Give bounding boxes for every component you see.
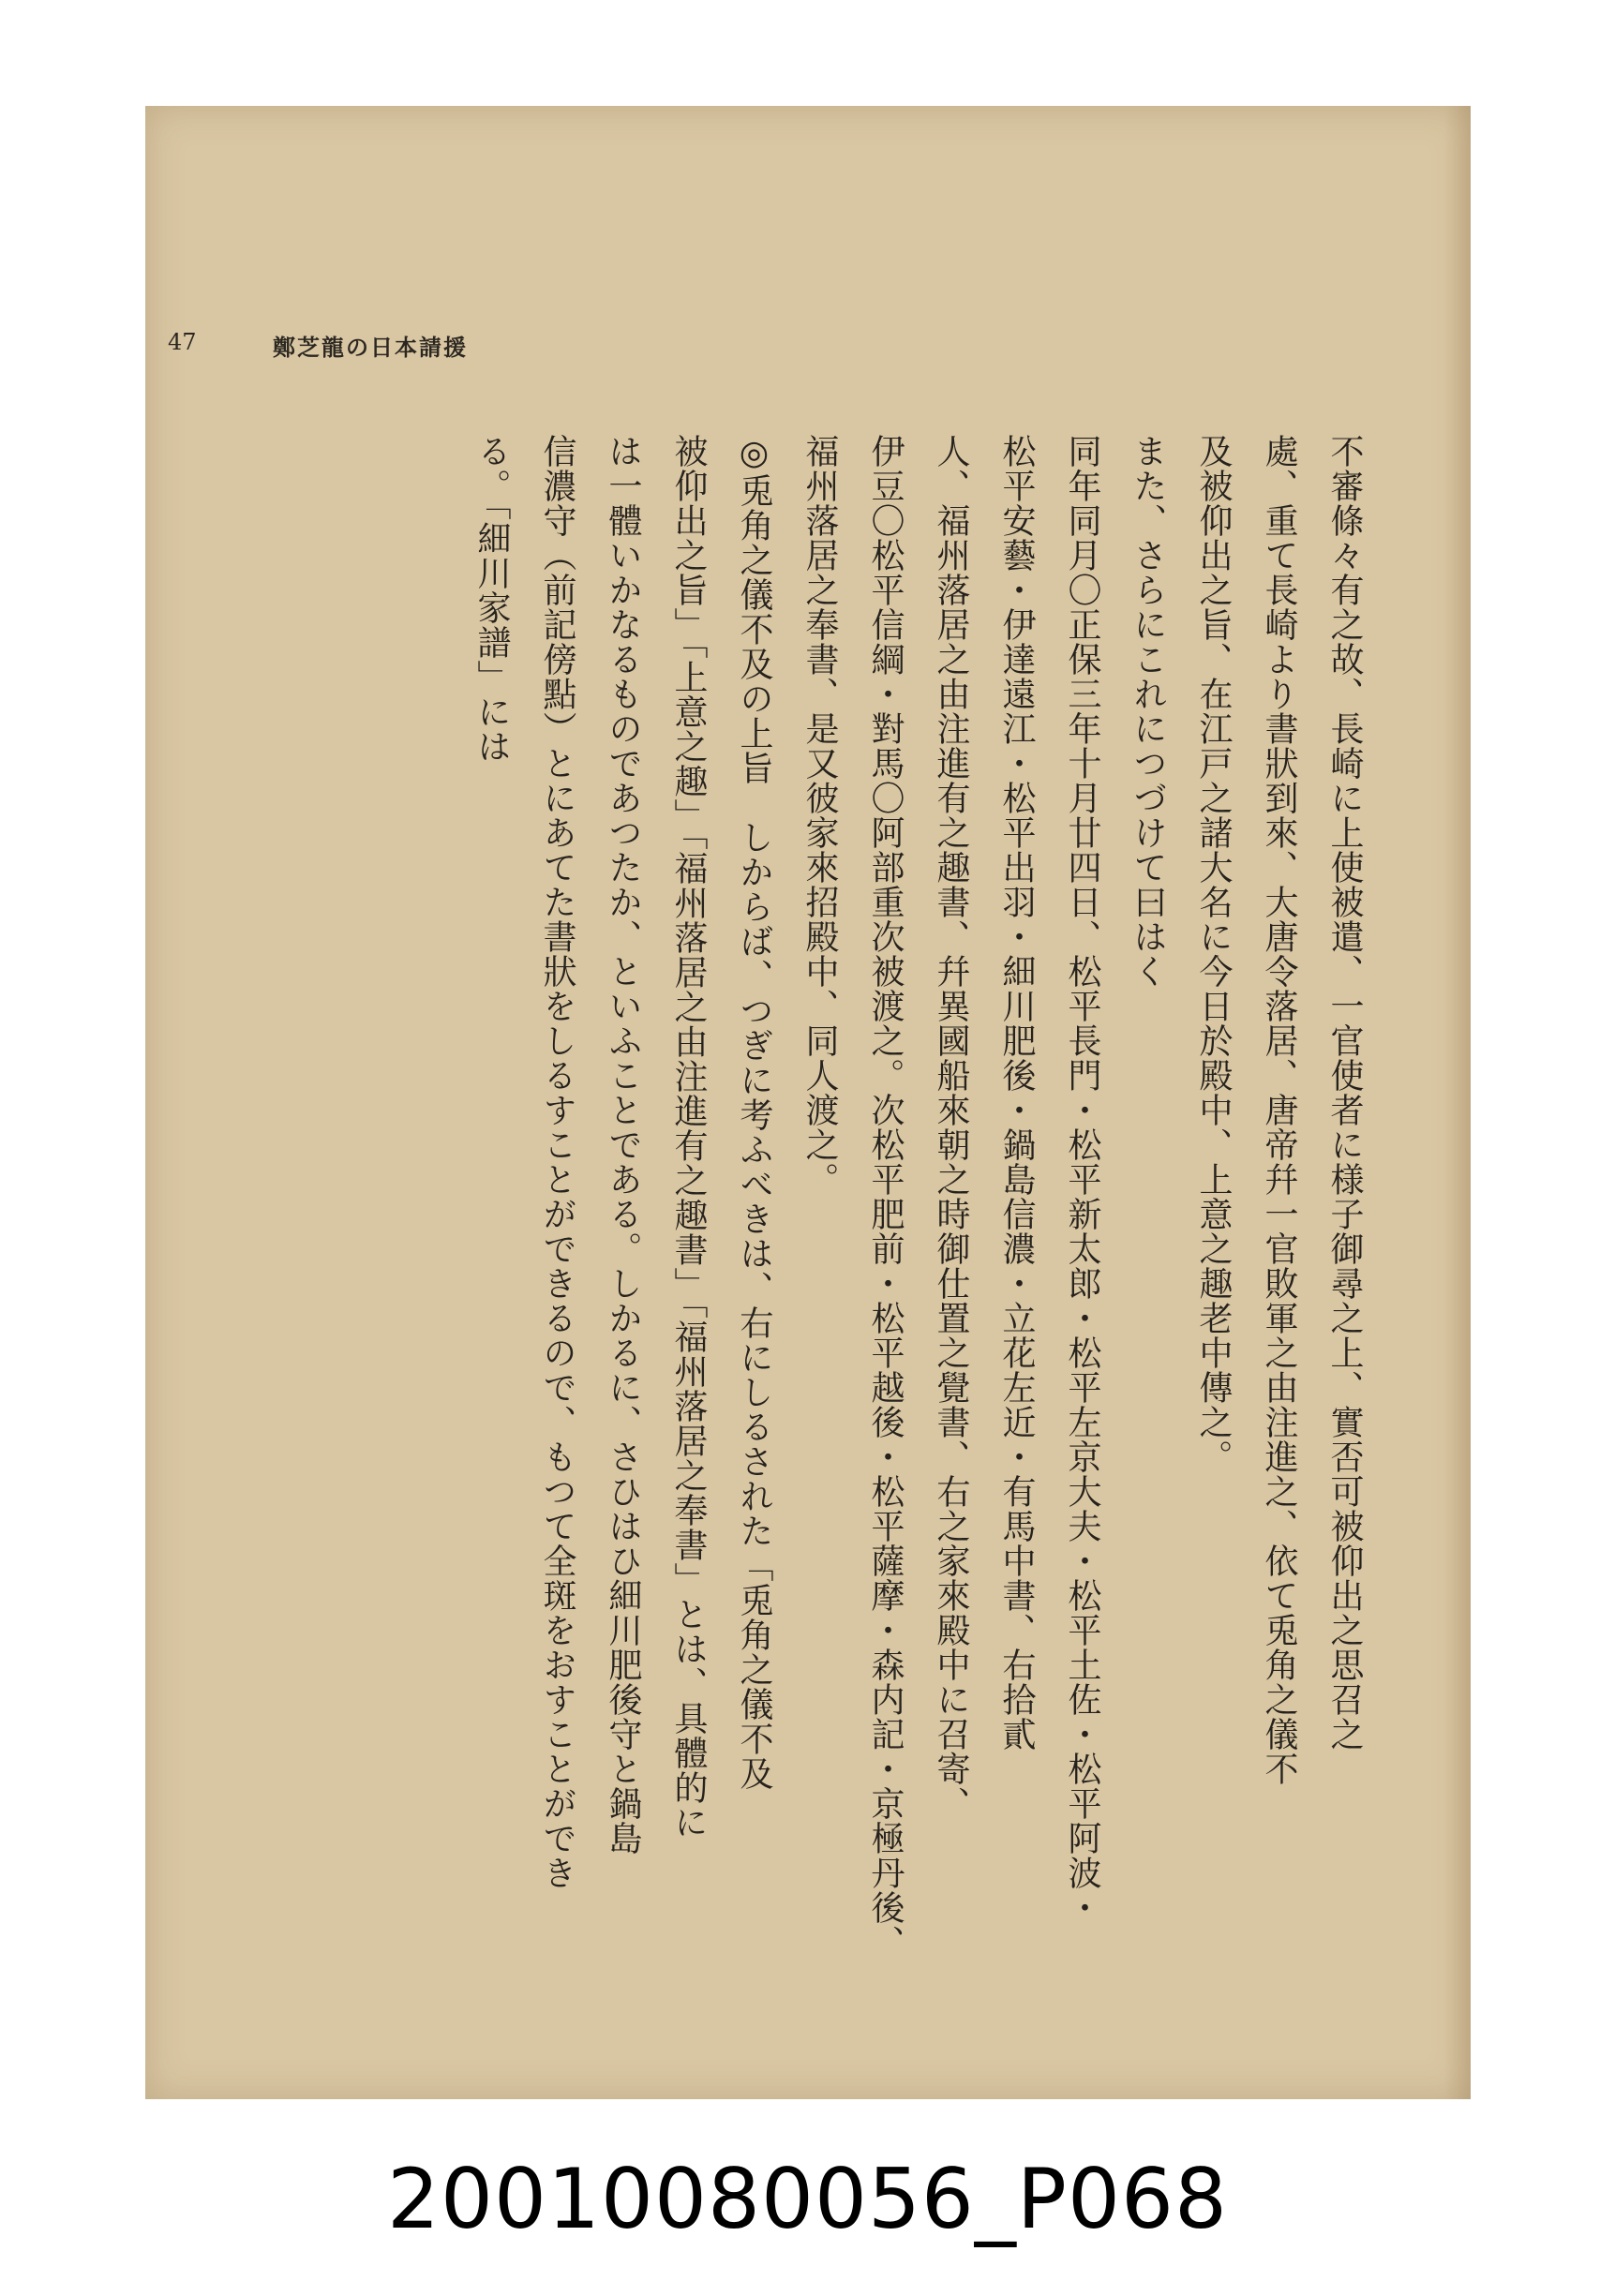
page-number: 47 — [168, 329, 197, 355]
text-line: 松平安藝・伊達遠江・松平出羽・細川肥後・鍋島信濃・立花左近・有馬中書、右拾貳 — [997, 434, 1036, 1752]
text-line: 福州落居之奉書、是又彼家來招殿中、同人渡之。 — [800, 434, 839, 1197]
text-line: 同年同月〇正保三年十月廿四日、松平長門・松平新太郎・松平左京大夫・松平土佐・松平阿波・ — [1063, 434, 1101, 1925]
vertical-body-text — [290, 434, 1377, 1971]
page-header — [168, 320, 730, 366]
text-line: ◎兎角之儀不及の上旨 しからば、つぎに考ふべきは、右にしるされた「兎角之儀不及 — [735, 434, 773, 1791]
text-line: 及被仰出之旨、在江戸之諸大名に今日於殿中、上意之趣老中傳之。 — [1194, 434, 1233, 1474]
scanned-page — [145, 106, 1471, 2099]
running-title: 鄭芝龍の日本請援 — [273, 334, 468, 361]
text-line: 被仰出之旨」「上意之趣」「福州落居之由注進有之趣書」「福州落居之奉書」とは、具體的に — [669, 434, 708, 1840]
text-line: 人、福州落居之由注進有之趣書、幷異國船來朝之時御仕置之覺書、右之家來殿中に召寄、 — [932, 434, 970, 1821]
text-line: 伊豆〇松平信綱・對馬〇阿部重次被渡之。次松平肥前・松平越後・松平薩摩・森内記・京極丹後、 — [866, 434, 905, 1960]
text-line: は一體いかなるものであつたか、といふことである。しかるに、さひはひ細川肥後守と鍋島 — [604, 434, 642, 1856]
text-line: 處、重て長崎より書狀到來、大唐令落居、唐帝幷一官敗軍之由注進之、依て兎角之儀不 — [1260, 434, 1298, 1786]
text-line: また、さらにこれにつづけて曰はく — [1129, 434, 1167, 989]
image-caption: 20010080056_P068 — [387, 2151, 1228, 2247]
text-line: 信濃守（前記傍點）とにあてた書狀をしるすことができるので、もつて全斑をおすことができ — [538, 434, 576, 1890]
text-line: 不審條々有之故、長崎に上使被遣、一官使者に様子御尋之上、實否可被仰出之思召之 — [1325, 434, 1364, 1752]
text-line: る。「細川家譜」には — [472, 434, 511, 764]
